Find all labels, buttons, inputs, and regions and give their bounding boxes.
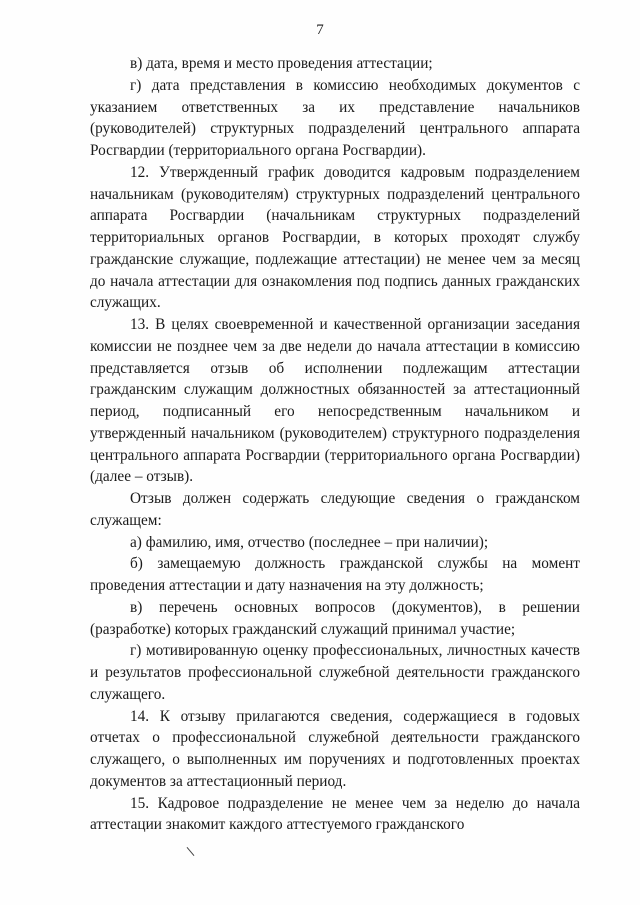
paragraph-review-contents: Отзыв должен содержать следующие сведения о гражданском служащем: bbox=[90, 490, 580, 529]
paragraph-item-v: в) дата, время и место проведения аттестации; bbox=[130, 55, 433, 72]
paragraph-item-g: г) дата представления в комиссию необходимых документов с указанием ответственных за их представление начальников (руководителей) структурных подразделений центрального аппарата Росгвардии (территориального органа Росгвардии). bbox=[90, 76, 580, 159]
paragraph-15: 15. Кадровое подразделение не менее чем за неделю до начала аттестации знакомит каждого аттестуемого гражданского bbox=[90, 794, 580, 834]
paragraph-14: 14. К отзыву прилагаются сведения, содержащиеся в годовых отчетах о профессиональной служебной деятельности гражданского служащего, о выполненных им поручениях и подготовленных проектах документов за аттестационный период. bbox=[90, 707, 580, 790]
paragraph-item-v-2: в) перечень основных вопросов (документов), в решении (разработке) которых гражданский служащий принимал участие; bbox=[90, 598, 580, 638]
scan-mark bbox=[187, 847, 195, 856]
paragraph-item-b: б) замещаемую должность гражданской службы на момент проведения аттестации и дату назначения на эту должность; bbox=[90, 555, 580, 594]
paragraph-13: 13. В целях своевременной и качественной организации заседания комиссии не позднее чем за две недели до начала аттестации в комиссию представляется отзыв об исполнении подлежащим аттестации гражданским служащим должностных обязанностей за аттестационный период, подписанный его непосредственным начальником и утвержденный начальником (руководителем) структурного подразделения центрального аппарата Росгвардии (территориального органа Росгвардии) (далее – отзыв). bbox=[90, 316, 580, 486]
paragraph-item-a: а) фамилию, имя, отчество (последнее – при наличии); bbox=[130, 533, 489, 551]
page-number: 7 bbox=[316, 22, 324, 38]
paragraph-item-g-2: г) мотивированную оценку профессиональных, личностных качеств и результатов профессиональной служебной деятельности гражданского служащего. bbox=[90, 642, 580, 703]
document-body bbox=[90, 53, 580, 836]
paragraph-12: 12. Утвержденный график доводится кадровым подразделением начальникам (руководителям) структурных подразделений центрального аппарата Росгвардии (начальникам структурных подразделений территориальных органов Росгвардии, в которых проходят службу гражданские служащие, подлежащие аттестации) не менее чем за месяц до начала аттестации для ознакомления под подпись данных гражданских служащих. bbox=[90, 163, 580, 312]
